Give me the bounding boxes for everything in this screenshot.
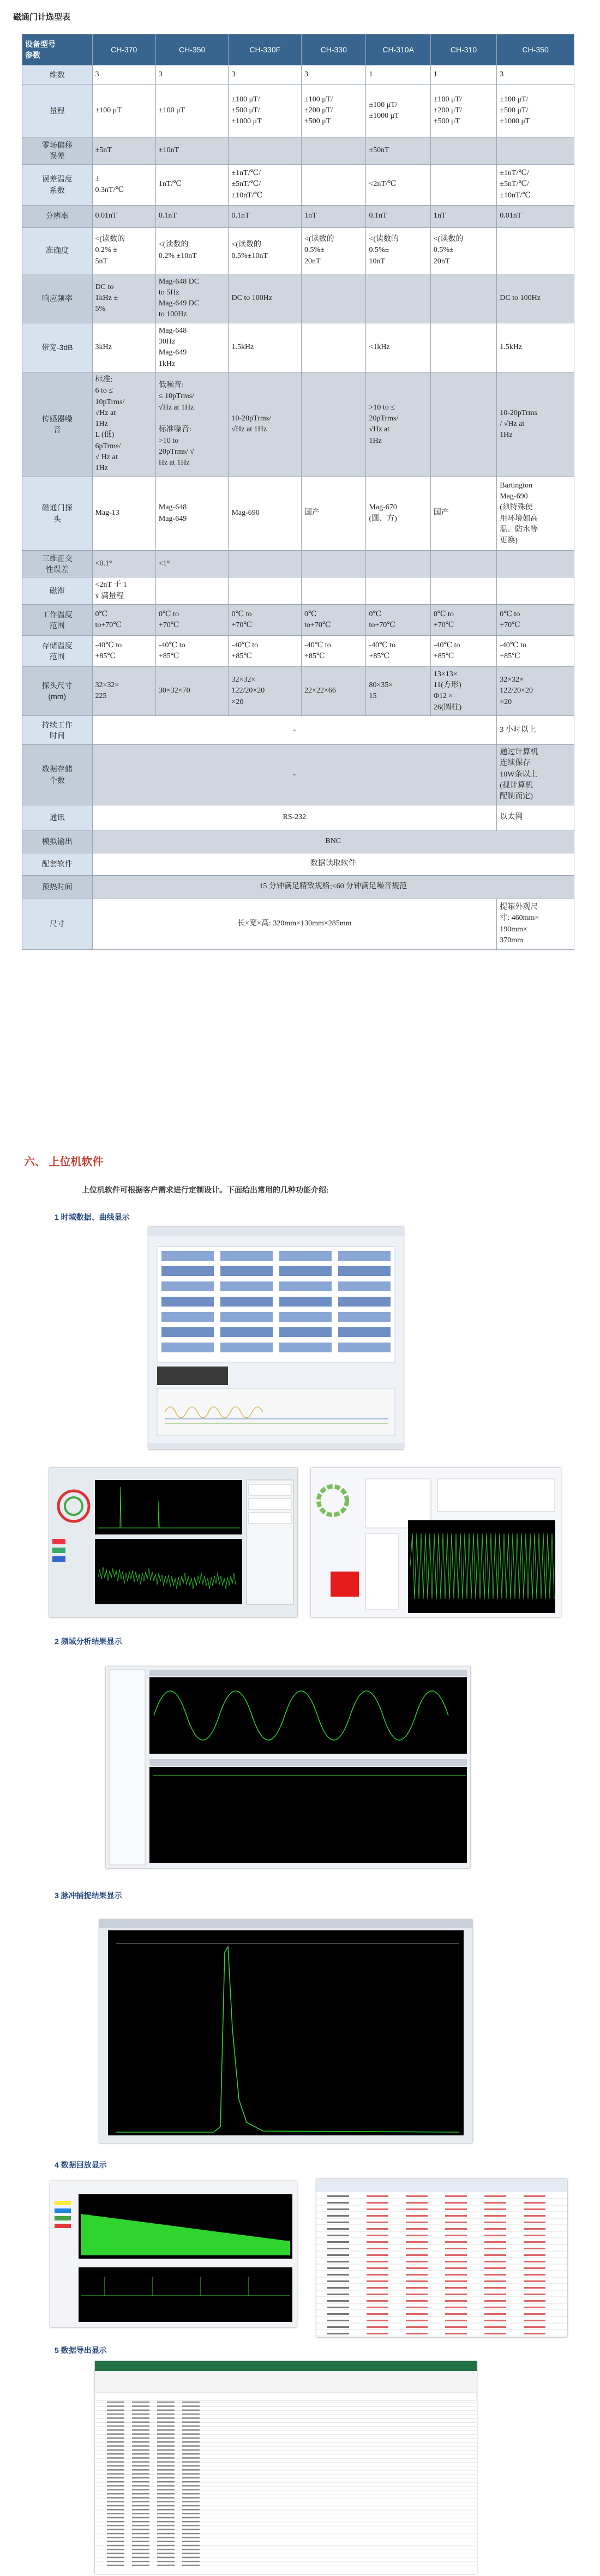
- model-header: CH-310A: [366, 34, 430, 65]
- screenshot-time-domain-main: [148, 1227, 404, 1449]
- table-cell: 数据读取软件: [92, 853, 574, 875]
- table-cell: 1.5kHz: [497, 323, 574, 372]
- table-cell: 1: [430, 65, 496, 85]
- table-row: [22, 745, 574, 805]
- table-cell: [430, 323, 496, 372]
- table-cell: 标准: 6 to ≤ 10pTrms/ √Hz at 1Hz L (低) 6pTrms/ √ Hz at 1Hz: [92, 372, 155, 477]
- table-cell: Mag-648 30Hz Mag-649 1kHz: [155, 323, 229, 372]
- table-cell: Mag-670 (圆、方): [366, 477, 430, 550]
- table-cell: [430, 164, 496, 205]
- row-label: 误差温度 系数: [22, 164, 93, 205]
- table-cell: 0℃ to +70℃: [497, 604, 574, 635]
- multiplot-image: [49, 1468, 297, 1617]
- model-header: CH-370: [92, 34, 155, 65]
- table-cell: -40℃ to +85℃: [155, 635, 229, 666]
- row-label: 存储温度 范围: [22, 635, 93, 666]
- table-cell: 15 分钟满足精致规格;<60 分钟满足噪音规范: [92, 875, 574, 899]
- model-header: CH-330F: [229, 34, 302, 65]
- table-cell: [430, 274, 496, 323]
- row-label: 配套软件: [22, 853, 93, 875]
- model-header: CH-330: [302, 34, 366, 65]
- table-cell: 80×35× 15: [366, 666, 430, 715]
- pulse-capture-image: [99, 1919, 472, 2143]
- screenshot-data-export: [95, 2361, 477, 2574]
- table-cell: -40℃ to +85℃: [302, 635, 366, 666]
- table-cell: 提箱外观尺 寸: 460mm× 190mm× 370mm: [497, 899, 574, 949]
- table-cell: [366, 274, 430, 323]
- table-row: [22, 853, 574, 875]
- table-cell: 低噪音: ≤ 10pTrms/ √Hz at 1Hz 标准噪音: >10 to 20pTrms/ √ Hz at 1Hz: [155, 372, 229, 477]
- table-cell: 0℃ to +70℃: [229, 604, 302, 635]
- row-label: 通讯: [22, 805, 93, 830]
- table-cell: 1nT: [430, 205, 496, 227]
- table-cell: 32×32× 122/20×20 ×20: [229, 666, 302, 715]
- table-cell: [497, 227, 574, 274]
- table-cell: [302, 550, 366, 577]
- software-section-title: 六、 上位机软件: [24, 1156, 104, 1168]
- table-cell: ±100 μT: [92, 85, 155, 137]
- table-cell: <(读数的 0.5%± 20nT: [302, 227, 366, 274]
- table-cell: 3: [302, 65, 366, 85]
- table-cell: [302, 164, 366, 205]
- time-domain-main-image: [148, 1227, 404, 1449]
- table-row: [22, 716, 574, 745]
- table-cell: <2nT/℃: [366, 164, 430, 205]
- table-cell: 1nT/℃: [155, 164, 229, 205]
- subsection-frequency-domain: 2 频域分析结果显示: [55, 1637, 122, 1646]
- table-cell: [497, 550, 574, 577]
- table-cell: DC to 1kHz ± 5%: [92, 274, 155, 323]
- table-header-row: [22, 34, 574, 65]
- table-row: [22, 85, 574, 137]
- page-title: 磁通门计选型表: [13, 13, 71, 22]
- table-cell: 国产: [302, 477, 366, 550]
- row-label: 传感器噪 音: [22, 372, 93, 477]
- table-cell: Mag-648 DC to 5Hz Mag-649 DC to 100Hz: [155, 274, 229, 323]
- screenshot-waveform-panel: [311, 1468, 561, 1617]
- table-cell: [430, 137, 496, 165]
- subsection-pulse-capture: 3 脉冲捕捉结果显示: [55, 1891, 122, 1900]
- table-cell: <(读数的 0.5%± 10nT: [366, 227, 430, 274]
- table-cell: 国产: [430, 477, 496, 550]
- screenshot-multiplot: [49, 1468, 297, 1617]
- frequency-domain-image: [106, 1666, 470, 1868]
- row-label: 零场偏移 误差: [22, 137, 93, 165]
- row-label: 探头尺寸 (mm): [22, 666, 93, 715]
- table-cell: ±100 μT/ ±200 μT/ ±500 μT: [430, 85, 496, 137]
- table-cell: ±1nT/℃/ ±5nT/℃/ ±10nT/℃: [229, 164, 302, 205]
- table-cell: <(读数的 0.5%±10nT: [229, 227, 302, 274]
- table-row: [22, 372, 574, 477]
- table-cell: DC to 100Hz: [497, 274, 574, 323]
- table-cell: 0℃ to +70℃: [155, 604, 229, 635]
- table-row: [22, 830, 574, 853]
- table-cell: 1nT: [302, 205, 366, 227]
- row-label: 维数: [22, 65, 93, 85]
- table-cell: [155, 577, 229, 605]
- row-label: 预热时间: [22, 875, 93, 899]
- data-export-image: [95, 2361, 477, 2574]
- table-row: [22, 205, 574, 227]
- table-cell: ±100 μT: [155, 85, 229, 137]
- table-cell: Bartington Mag-690 (须特殊使 用环境如高 温、防水等 更换): [497, 477, 574, 550]
- table-cell: DC to 100Hz: [229, 274, 302, 323]
- table-cell: <1kHz: [366, 323, 430, 372]
- table-row: [22, 875, 574, 899]
- table-cell: -40℃ to +85℃: [497, 635, 574, 666]
- table-cell: [302, 577, 366, 605]
- table-cell: ±100 μT/ ±500 μT/ ±1000 μT: [229, 85, 302, 137]
- table-cell: 22×22×66: [302, 666, 366, 715]
- table-cell: 13×13× 11(方形) Φ12 × 26(圆柱): [430, 666, 496, 715]
- row-label: 持续工作 时间: [22, 716, 93, 745]
- row-label: 尺寸: [22, 899, 93, 949]
- model-header: CH-350: [497, 34, 574, 65]
- table-cell: [229, 137, 302, 165]
- table-cell: 0.1nT: [366, 205, 430, 227]
- row-label: 响应频率: [22, 274, 93, 323]
- table-cell: 10-20pTrms / √Hz at 1Hz: [497, 372, 574, 477]
- table-cell: [302, 372, 366, 477]
- table-cell: 长×宽×高: 320mm×130mm×285mm: [92, 899, 497, 949]
- row-label: 数据存储 个数: [22, 745, 93, 805]
- spec-table: [22, 34, 574, 950]
- table-cell: <0.1°: [92, 550, 155, 577]
- table-cell: [302, 137, 366, 165]
- row-label: 模拟输出: [22, 830, 93, 853]
- table-row: [22, 899, 574, 949]
- table-cell: 3: [92, 65, 155, 85]
- row-label: 磁滞: [22, 577, 93, 605]
- screenshot-pulse-capture: [99, 1919, 472, 2143]
- table-cell: ±5nT: [92, 137, 155, 165]
- table-cell: -: [92, 745, 497, 805]
- table-cell: [430, 577, 496, 605]
- table-cell: BNC: [92, 830, 574, 853]
- table-cell: 0.1nT: [155, 205, 229, 227]
- table-cell: [366, 550, 430, 577]
- table-cell: 3: [155, 65, 229, 85]
- playback-plot-image: [50, 2181, 297, 2327]
- table-row: [22, 805, 574, 830]
- table-cell: [430, 372, 496, 477]
- table-cell: 0.01nT: [92, 205, 155, 227]
- model-header: CH-350: [155, 34, 229, 65]
- table-row: [22, 274, 574, 323]
- table-cell: [497, 137, 574, 165]
- table-cell: 3 小时以上: [497, 716, 574, 745]
- table-cell: Mag-690: [229, 477, 302, 550]
- screenshot-frequency-domain: [106, 1666, 470, 1868]
- table-row: [22, 635, 574, 666]
- software-intro: 上位机软件可根据客户需求进行定制设计。下面给出常用的几种功能介绍:: [82, 1185, 329, 1194]
- table-cell: [366, 577, 430, 605]
- table-cell: ±100 μT/ ±500 μT/ ±1000 μT: [497, 85, 574, 137]
- table-cell: -40℃ to +85℃: [229, 635, 302, 666]
- subsection-time-domain: 1 时域数据、曲线显示: [55, 1213, 130, 1221]
- model-header: CH-310: [430, 34, 496, 65]
- table-cell: 1.5kHz: [229, 323, 302, 372]
- table-cell: 3: [229, 65, 302, 85]
- table-row: [22, 577, 574, 605]
- row-label: 工作温度 范围: [22, 604, 93, 635]
- table-cell: Mag-13: [92, 477, 155, 550]
- table-row: [22, 65, 574, 85]
- table-row: [22, 164, 574, 205]
- table-cell: -40℃ to +85℃: [92, 635, 155, 666]
- table-row: [22, 477, 574, 550]
- table-cell: -40℃ to +85℃: [366, 635, 430, 666]
- table-row: [22, 550, 574, 577]
- table-cell: -: [92, 716, 497, 745]
- corner-header: 设备型号 参数: [22, 34, 93, 65]
- table-cell: <1°: [155, 550, 229, 577]
- table-cell: 3: [497, 65, 574, 85]
- table-row: [22, 604, 574, 635]
- table-cell: ± 0.3nT/℃: [92, 164, 155, 205]
- table-cell: 以太网: [497, 805, 574, 830]
- table-cell: RS-232: [92, 805, 497, 830]
- table-cell: [302, 274, 366, 323]
- table-cell: [497, 577, 574, 605]
- table-cell: [229, 550, 302, 577]
- table-cell: 30×32×70: [155, 666, 229, 715]
- playback-table-image: [316, 2179, 567, 2337]
- table-cell: 0.01nT: [497, 205, 574, 227]
- table-cell: ±100 μT/ ±200 μT/ ±500 μT: [302, 85, 366, 137]
- table-cell: <2nT 于 1 x 满量程: [92, 577, 155, 605]
- table-cell: 0.1nT: [229, 205, 302, 227]
- table-cell: 1: [366, 65, 430, 85]
- table-row: [22, 323, 574, 372]
- screenshot-playback-table: [316, 2179, 567, 2337]
- table-cell: 32×32× 225: [92, 666, 155, 715]
- table-cell: [430, 550, 496, 577]
- table-cell: 32×32× 122/20×20 ×20: [497, 666, 574, 715]
- table-cell: >10 to ≤ 20pTrms/ √Hz at 1Hz: [366, 372, 430, 477]
- table-cell: [302, 323, 366, 372]
- table-cell: 10-20pTrms/ √Hz at 1Hz: [229, 372, 302, 477]
- row-label: 带宽-3dB: [22, 323, 93, 372]
- table-cell: <(读数的 0.5%± 20nT: [430, 227, 496, 274]
- table-cell: <(读数的 0.2% ±10nT: [155, 227, 229, 274]
- table-row: [22, 227, 574, 274]
- table-cell: -40℃ to +85℃: [430, 635, 496, 666]
- table-cell: ±100 μT/ ±1000 μT: [366, 85, 430, 137]
- table-cell: 0℃ to+70℃: [302, 604, 366, 635]
- table-cell: ±10nT: [155, 137, 229, 165]
- row-label: 分辨率: [22, 205, 93, 227]
- row-label: 量程: [22, 85, 93, 137]
- table-cell: Mag-648 Mag-649: [155, 477, 229, 550]
- screenshot-playback-plot: [50, 2181, 297, 2327]
- waveform-panel-image: [311, 1468, 561, 1617]
- table-cell: 0℃ to+70℃: [366, 604, 430, 635]
- table-cell: <(读数的 0.2% ± 5nT: [92, 227, 155, 274]
- table-cell: 0℃ to +70℃: [430, 604, 496, 635]
- table-row: [22, 666, 574, 715]
- table-cell: 0℃ to+70℃: [92, 604, 155, 635]
- table-cell: ±1nT/℃/ ±5nT/℃/ ±10nT/℃: [497, 164, 574, 205]
- table-cell: ±50nT: [366, 137, 430, 165]
- table-cell: [229, 577, 302, 605]
- subsection-export: 5 数据导出显示: [55, 2346, 107, 2355]
- subsection-playback: 4 数据回放显示: [55, 2160, 107, 2169]
- row-label: 三维正交 性误差: [22, 550, 93, 577]
- table-row: [22, 137, 574, 165]
- table-cell: 3kHz: [92, 323, 155, 372]
- table-cell: 通过计算机 连续保存 10W条以上 (视计算机 配制而定): [497, 745, 574, 805]
- row-label: 磁通门探 头: [22, 477, 93, 550]
- row-label: 准确度: [22, 227, 93, 274]
